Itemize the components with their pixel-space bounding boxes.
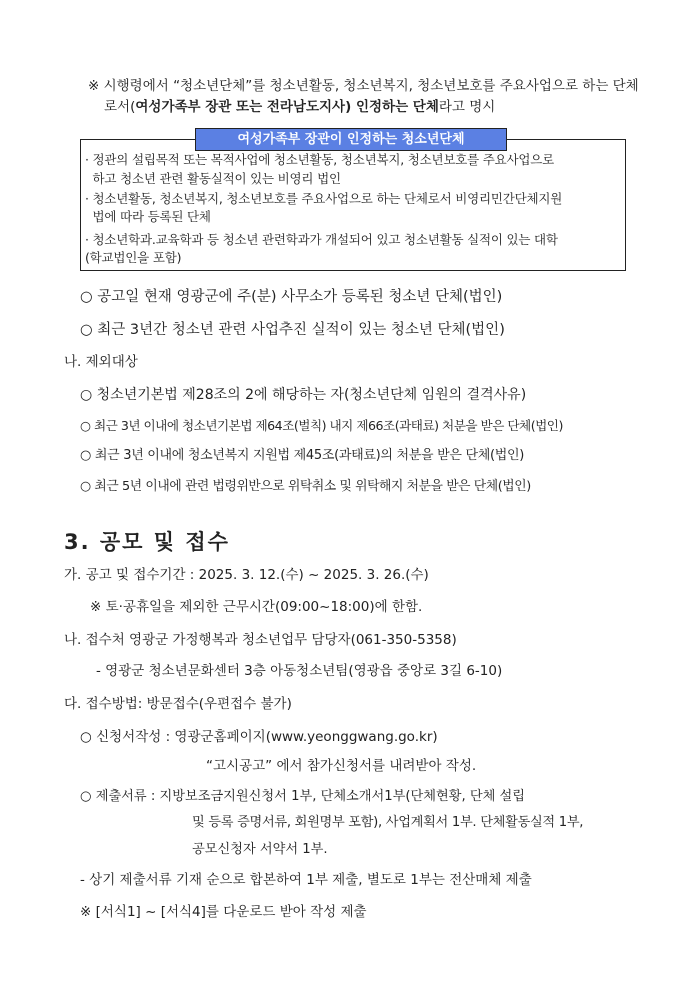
note-line-1: ※ 시행령에서 “청소년단체”를 청소년활동, 청소년복지, 청소년보호를 주요사업으로 하는 단체 xyxy=(88,78,639,94)
info-box-title: 여성가족부 장관이 인정하는 청소년단체 xyxy=(195,128,507,151)
form-line-1: ○ 신청서작성 : 영광군홈페이지(www.yeonggwang.go.kr) xyxy=(80,729,438,745)
note-post: 라고 명시 xyxy=(438,99,496,115)
note-pre: 로서( xyxy=(104,99,136,115)
box-line: 하고 청소년 관련 활동실적이 있는 비영리 법인 xyxy=(85,171,341,186)
note-line-2 xyxy=(104,98,495,116)
office-address: - 영광군 청소년문화센터 3층 아동청소년팀(영광읍 중앙로 3길 6-10) xyxy=(96,663,503,679)
docs-line-1: ○ 제출서류 : 지방보조금지원신청서 1부, 단체소개서1부(단체현황, 단체 설립 xyxy=(80,789,526,804)
submit-note: - 상기 제출서류 기재 순으로 합본하여 1부 제출, 별도로 1부는 전산매체 제출 xyxy=(80,872,532,888)
period-note: ※ 토·공휴일을 제외한 근무시간(09:00~18:00)에 한함. xyxy=(90,599,423,615)
eligible-item: ○ 최근 3년간 청소년 관련 사업추진 실적이 있는 청소년 단체(법인) xyxy=(80,322,505,338)
excluded-item: ○ 최근 3년 이내에 청소년기본법 제64조(벌칙) 내지 제66조(과태료) 처분을 받은 단체(법인) xyxy=(80,418,563,433)
box-line: · 정관의 설립목적 또는 목적사업에 청소년활동, 청소년복지, 청소년보호를 주요사업으로 xyxy=(85,152,555,167)
download-note: ※ [서식1] ~ [서식4]를 다운로드 받아 작성 제출 xyxy=(80,904,367,920)
office: 나. 접수처 영광군 가정행복과 청소년업무 담당자(061-350-5358) xyxy=(64,632,457,648)
method: 다. 접수방법: 방문접수(우편접수 불가) xyxy=(64,696,292,712)
box-line: (학교법인을 포함) xyxy=(85,250,182,265)
excluded-heading: 나. 제외대상 xyxy=(64,354,138,370)
note-bold: 여성가족부 장관 또는 전라남도지사) 인정하는 단체 xyxy=(135,99,439,115)
excluded-item: ○ 최근 3년 이내에 청소년복지 지원법 제45조(과태료)의 처분을 받은 단체(법인) xyxy=(80,448,525,463)
docs-line-3: 공모신청자 서약서 1부. xyxy=(192,842,328,857)
eligible-item: ○ 공고일 현재 영광군에 주(분) 사무소가 등록된 청소년 단체(법인) xyxy=(80,289,503,305)
box-line: · 청소년학과.교육학과 등 청소년 관련학과가 개설되어 있고 청소년활동 실적이 있는 대학 xyxy=(85,232,558,247)
section-heading: 3. 공모 및 접수 xyxy=(64,530,230,554)
form-line-2: “고시공고” 에서 참가신청서를 내려받아 작성. xyxy=(206,758,477,774)
box-line: 법에 따라 등록된 단체 xyxy=(85,209,211,224)
excluded-item: ○ 청소년기본법 제28조의 2에 해당하는 자(청소년단체 임원의 결격사유) xyxy=(80,387,527,403)
excluded-item: ○ 최근 5년 이내에 관련 법령위반으로 위탁취소 및 위탁해지 처분을 받은 단체(법인) xyxy=(80,479,531,494)
period: 가. 공고 및 접수기간 : 2025. 3. 12.(수) ~ 2025. 3. 26.(수) xyxy=(64,567,429,583)
box-line: · 청소년활동, 청소년복지, 청소년보호를 주요사업으로 하는 단체로서 비영리민간단체지원 xyxy=(85,191,563,206)
docs-line-2: 및 등록 증명서류, 회원명부 포함), 사업계획서 1부. 단체활동실적 1부, xyxy=(192,815,584,830)
